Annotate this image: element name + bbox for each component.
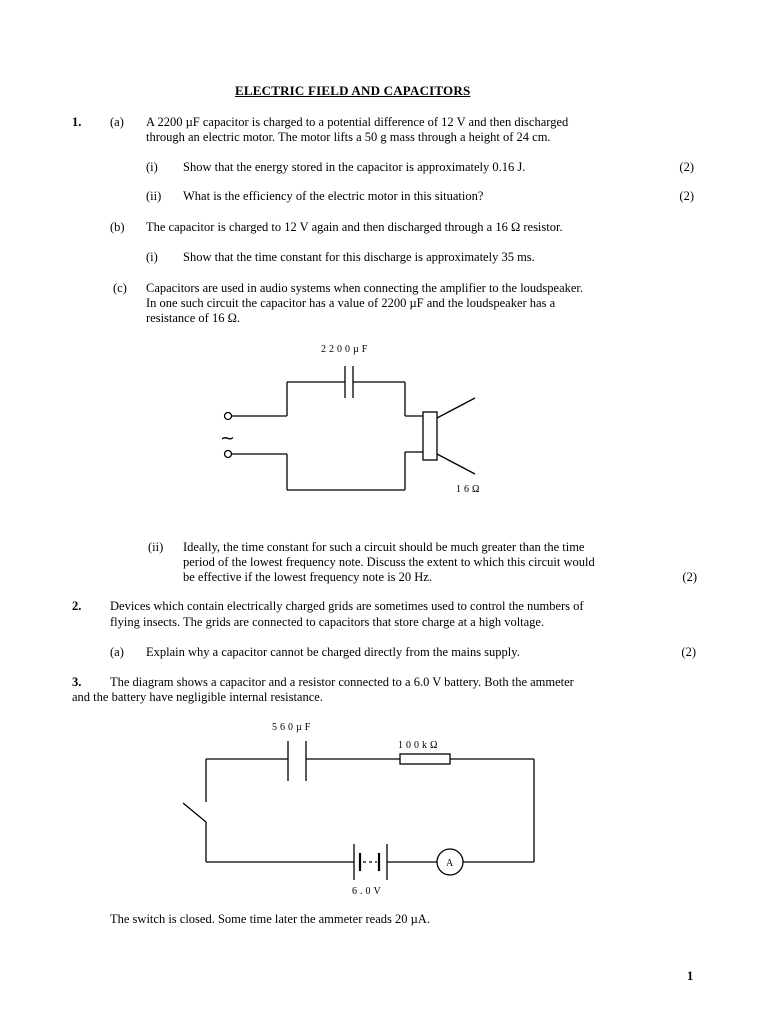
q3-text-line2: and the battery have negligible internal resistance. [72,690,323,704]
q1cii-text-line1: Ideally, the time constant for such a circuit should be much greater than the time [183,540,585,554]
speaker-cone-bottom [437,454,475,474]
q3-number: 3. [72,675,82,689]
page-number: 1 [687,969,694,983]
q1b-text: The capacitor is charged to 12 V again and then discharged through a 16 Ω resistor. [146,220,563,234]
q1ai-text: Show that the energy stored in the capacitor is approximately 0.16 J. [183,160,526,174]
page-title: ELECTRIC FIELD AND CAPACITORS [235,83,471,98]
q1a-label: (a) [110,115,124,129]
speaker-cone-top [437,398,475,418]
c2-resistor-label: 100kΩ [398,740,441,751]
q2a-label: (a) [110,645,124,659]
q1c-text-line3: resistance of 16 Ω. [146,311,240,325]
q2a-marks: (2) [681,645,696,659]
c2-battery-label: 6.0V [352,886,384,897]
capacitor-label-2200uf: 2200µF [321,344,371,355]
terminal-top [225,413,232,420]
terminal-bottom [225,451,232,458]
q1cii-text-line3: be effective if the lowest frequency note is 20 Hz. [183,570,432,584]
q1a-text-line2: through an electric motor. The motor lifts a 50 g mass through a height of 24 cm. [146,130,551,144]
q1ai-marks: (2) [679,160,694,174]
speaker-body [423,412,437,460]
q1b-label: (b) [110,220,125,234]
speaker-resistance-label: 16Ω [456,484,483,495]
q1c-text-line1: Capacitors are used in audio systems when connecting the amplifier to the loudspeaker. [146,281,584,295]
c2-capacitor-label: 560µF [272,722,314,733]
q1aii-marks: (2) [679,189,694,203]
c2-resistor [400,754,450,764]
q2a-text: Explain why a capacitor cannot be charged directly from the mains supply. [146,645,520,659]
q2-text-line1: Devices which contain electrically charged grids are sometimes used to control the numbers of [110,599,584,613]
q1aii-label: (ii) [146,189,162,203]
q1bi-label: (i) [146,250,158,264]
q1-number: 1. [72,115,82,129]
charging-circuit-diagram [183,741,534,880]
q1c-text-line2: In one such circuit the capacitor has a value of 2200 µF and the loudspeaker has a [146,296,556,310]
q3-text-line1: The diagram shows a capacitor and a resistor connected to a 6.0 V battery. Both the ammeter [110,675,574,689]
q3-after-text: The switch is closed. Some time later the ammeter reads 20 µA. [110,912,430,926]
q1cii-marks: (2) [682,570,697,584]
q1ai-label: (i) [146,160,158,174]
c2-switch-blade [183,803,206,822]
q2-text-line2: flying insects. The grids are connected to capacitors that store charge at a high voltage. [110,615,545,629]
q2-number: 2. [72,599,82,613]
ac-source-symbol: ~ [220,428,236,449]
q1c-label: (c) [113,281,127,295]
q1aii-text: What is the efficiency of the electric motor in this situation? [183,189,484,203]
q1a-text-line1: A 2200 µF capacitor is charged to a potential difference of 12 V and then discharged [146,115,569,129]
q1cii-label: (ii) [148,540,164,554]
c2-ammeter-label: A [446,858,454,869]
q1bi-text: Show that the time constant for this discharge is approximately 35 ms. [183,250,535,264]
q1cii-text-line2: period of the lowest frequency note. Discuss the extent to which this circuit would [183,555,595,569]
